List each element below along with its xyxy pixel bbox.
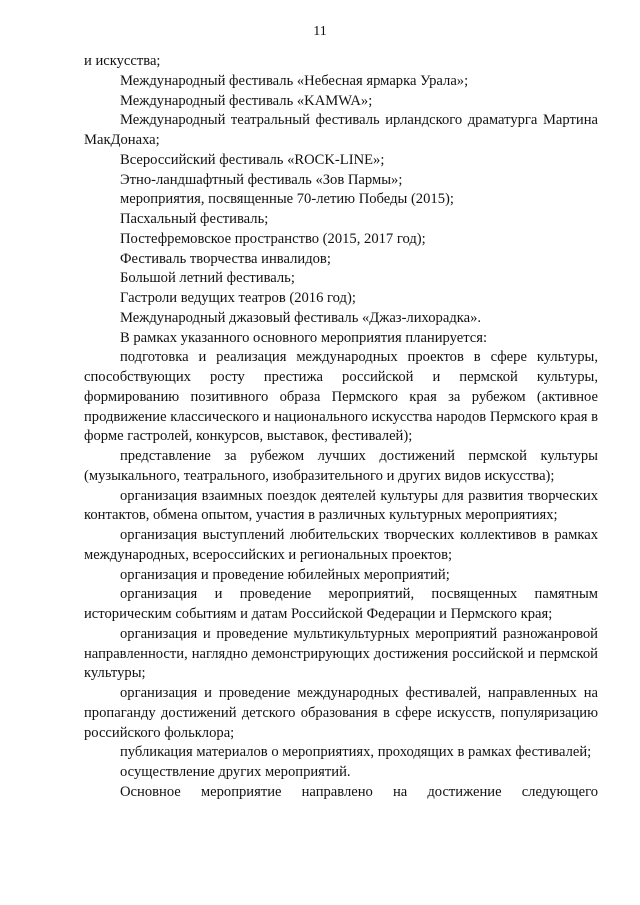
paragraph-continuation: и искусства; <box>84 53 161 69</box>
planned-activity: осуществление других мероприятий. <box>120 764 351 780</box>
paragraph-closing: Основное мероприятие направлено на достижение следующего <box>120 783 598 800</box>
festival-item: Пасхальный фестиваль; <box>120 211 269 227</box>
paragraph-intro: В рамках указанного основного мероприятия планируется: <box>120 329 488 346</box>
planned-activity: организация выступлений любительских творческих коллективов в рамках международных, всероссийских и региональных проектов; <box>84 527 598 563</box>
festival-item: Международный джазовый фестиваль «Джаз-лихорадка». <box>120 309 482 326</box>
festival-item: Всероссийский фестиваль «ROCK-LINE»; <box>120 151 385 168</box>
festival-item: Гастроли ведущих театров (2016 год); <box>120 290 356 306</box>
planned-activity: организация взаимных поездок деятелей культуры для развития творческих контактов, обмена опытом, участия в различных культурных мероприятиях; <box>84 487 598 524</box>
planned-activity: организация и проведение мультикультурных мероприятий разножанровой направленности, наглядно демонстрирующих достижения российской и пермской культуры; <box>84 625 598 682</box>
planned-activity: представление за рубежом лучших достижений пермской культуры (музыкального, театрального, изобразительного и других видов искусства); <box>84 448 598 484</box>
festival-item: мероприятия, посвященные 70-летию Победы (2015); <box>120 191 454 208</box>
planned-activity: подготовка и реализация международных проектов в сфере культуры, способствующих росту престижа российской и пермской культуры, формированию позитивного образа Пермского края за рубежом (активное продвижение классического и национального искусства народов Пермского края в форме гастролей, конкурсов, выставок, фестивалей); <box>84 349 598 445</box>
festival-item: Постефремовское пространство (2015, 2017 год); <box>120 230 426 247</box>
page-number: 11 <box>313 24 327 39</box>
festival-item: Международный фестиваль «KAMWA»; <box>120 92 373 109</box>
festival-item: Международный фестиваль «Небесная ярмарка Урала»; <box>120 72 469 89</box>
festival-item: Этно-ландшафтный фестиваль «Зов Пармы»; <box>120 171 403 188</box>
planned-activity: организация и проведение международных фестивалей, направленных на пропаганду достижений детского образования в сфере искусств, популяризацию российского фольклора; <box>84 685 598 741</box>
planned-activity: организация и проведение юбилейных мероприятий; <box>120 566 450 583</box>
festival-item: Большой летний фестиваль; <box>120 270 295 287</box>
festival-item: Фестиваль творчества инвалидов; <box>120 250 331 267</box>
planned-activity: публикация материалов о мероприятиях, проходящих в рамках фестивалей; <box>120 744 592 761</box>
planned-activity: организация и проведение мероприятий, посвященных памятным историческим событиям и датам Российской Федерации и Пермского края; <box>84 586 598 622</box>
festival-item: Международный театральный фестиваль ирландского драматурга Мартина МакДонаха; <box>84 112 598 148</box>
document-body <box>84 52 598 803</box>
